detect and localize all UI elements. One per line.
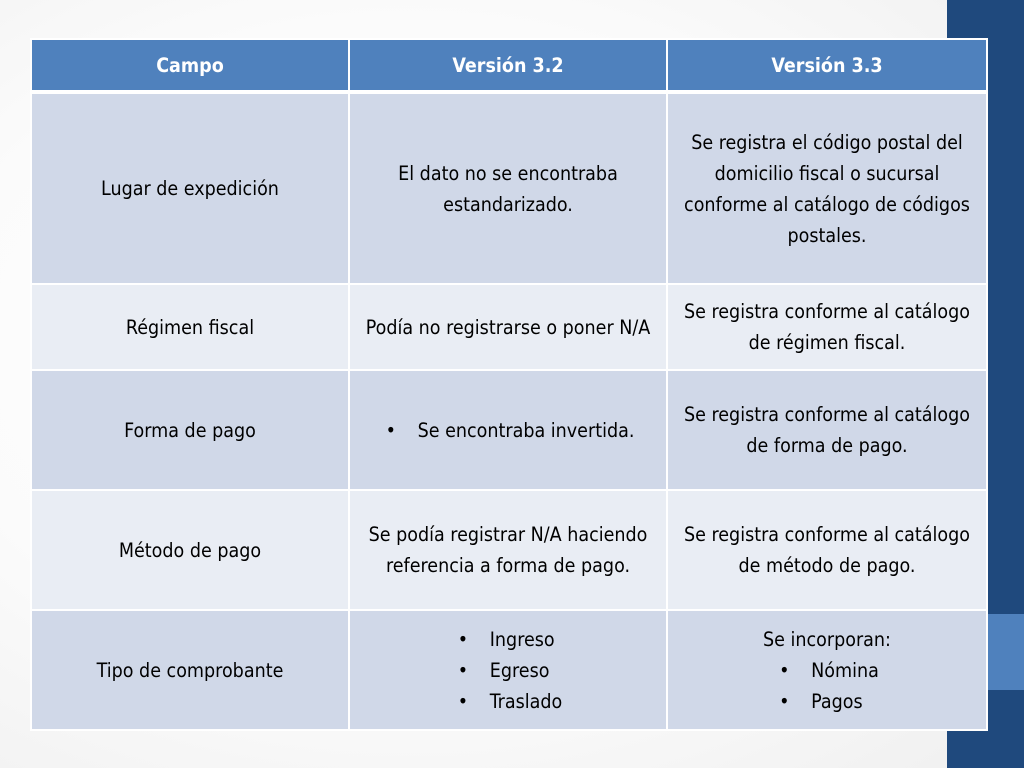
cell-version-33: Se registra conforme al catálogo de régimen fiscal. bbox=[667, 284, 987, 370]
cell-version-32 bbox=[349, 610, 667, 730]
cell-campo: Lugar de expedición bbox=[31, 92, 349, 284]
cell-version-33: Se registra conforme al catálogo de método de pago. bbox=[667, 490, 987, 610]
cell-version-33 bbox=[667, 610, 987, 730]
cell-version-32: Podía no registrarse o poner N/A bbox=[349, 284, 667, 370]
table-row bbox=[31, 284, 987, 370]
cell-version-32: El dato no se encontraba estandarizado. bbox=[349, 92, 667, 284]
table-row bbox=[31, 610, 987, 730]
header-campo: Campo bbox=[31, 39, 349, 92]
bullet-item: • Se encontraba invertida. bbox=[382, 415, 635, 446]
table-header-row bbox=[31, 39, 987, 92]
header-version-32: Versión 3.2 bbox=[349, 39, 667, 92]
bullet-item: • Egreso bbox=[454, 655, 562, 686]
cell-campo: Forma de pago bbox=[31, 370, 349, 490]
cell-version-32 bbox=[349, 370, 667, 490]
bullet-list bbox=[454, 624, 562, 717]
bullet-item: • Traslado bbox=[454, 686, 562, 717]
cell-intro-text: Se incorporan: bbox=[763, 627, 891, 651]
bullet-list bbox=[382, 415, 635, 446]
cell-version-32: Se podía registrar N/A haciendo referencia a forma de pago. bbox=[349, 490, 667, 610]
table-row bbox=[31, 370, 987, 490]
cell-version-33: Se registra el código postal del domicilio fiscal o sucursal conforme al catálogo de códigos postales. bbox=[667, 92, 987, 284]
cell-version-33: Se registra conforme al catálogo de forma de pago. bbox=[667, 370, 987, 490]
side-accent-block bbox=[985, 614, 1024, 690]
header-version-33: Versión 3.3 bbox=[667, 39, 987, 92]
table-row bbox=[31, 490, 987, 610]
comparison-table bbox=[30, 38, 988, 731]
bullet-item: • Ingreso bbox=[454, 624, 562, 655]
bullet-item: • Nómina bbox=[775, 655, 879, 686]
bullet-list bbox=[775, 655, 879, 717]
cell-campo: Método de pago bbox=[31, 490, 349, 610]
bullet-item: • Pagos bbox=[775, 686, 879, 717]
cell-campo: Tipo de comprobante bbox=[31, 610, 349, 730]
table-row bbox=[31, 92, 987, 284]
cell-campo: Régimen fiscal bbox=[31, 284, 349, 370]
